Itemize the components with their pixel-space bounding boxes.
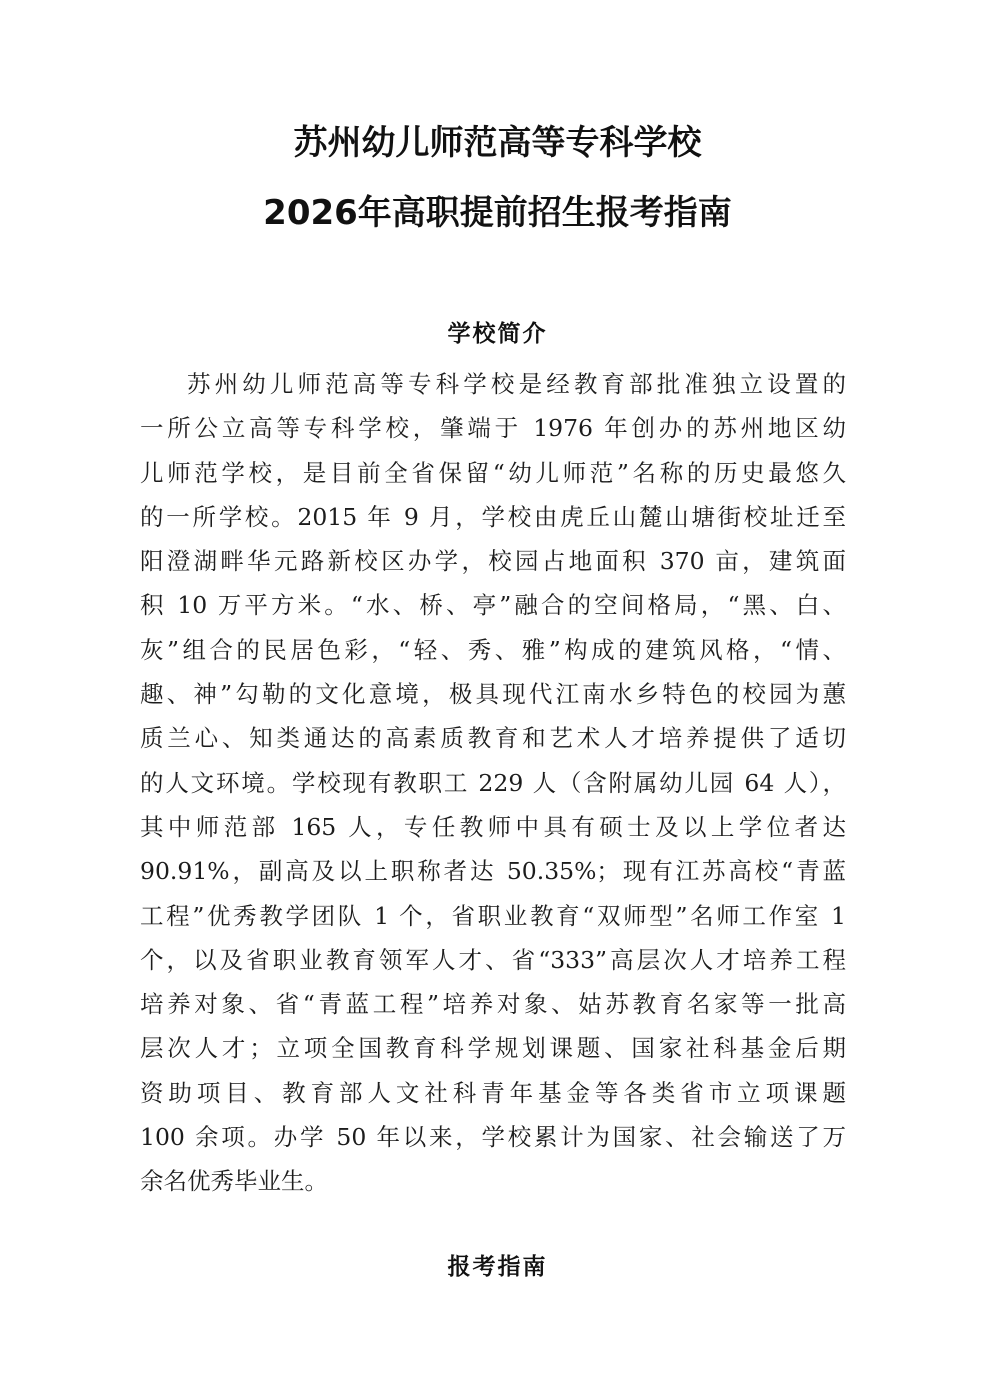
paragraph-line: 其中师范部 165 人，专任教师中具有硕士及以上学位者达 [140,812,846,841]
paragraph-line: 一所公立高等专科学校，肇端于 1976 年创办的苏州地区幼 [140,414,846,443]
section-heading-application-guide: 报考指南 [447,1254,548,1281]
paragraph-line: 灰”组合的民居色彩，“轻、秀、雅”构成的建筑风格，“情、 [140,635,846,664]
paragraph-line: 100 余项。办学 50 年以来，学校累计为国家、社会输送了万 [140,1123,846,1152]
document-title [0,108,995,248]
paragraph-line: 培养对象、省“青蓝工程”培养对象、姑苏教育名家等一批高 [140,990,846,1019]
paragraph-line: 积 10 万平方米。“水、桥、亭”融合的空间格局，“黑、白、 [140,591,846,620]
title-school-name: 苏州幼儿师范高等专科学校 [293,123,702,163]
section-heading-school-intro: 学校简介 [447,321,548,348]
title-guide-name: 2026年高职提前招生报考指南 [263,193,732,233]
school-intro-paragraph [140,362,846,1204]
paragraph-line: 余名优秀毕业生。 [140,1167,328,1196]
paragraph-line: 的一所学校。2015 年 9 月，学校由虎丘山麓山塘街校址迁至 [140,502,846,531]
paragraph-line: 的人文环境。学校现有教职工 229 人（含附属幼儿园 64 人）， [140,768,846,797]
paragraph-line: 质兰心、知类通达的高素质教育和艺术人才培养提供了适切 [140,724,846,753]
paragraph-line: 层次人才；立项全国教育科学规划课题、国家社科基金后期 [140,1034,846,1063]
paragraph-line: 阳澄湖畔华元路新校区办学，校园占地面积 370 亩，建筑面 [140,547,846,576]
paragraph-line: 苏州幼儿师范高等专科学校是经教育部批准独立设置的 [187,370,846,398]
paragraph-line: 趣、神”勾勒的文化意境，极具现代江南水乡特色的校园为蕙 [140,680,846,709]
paragraph-line: 90.91%，副高及以上职称者达 50.35%；现有江苏高校“青蓝 [140,857,846,886]
paragraph-line: 资助项目、教育部人文社科青年基金等各类省市立项课题 [140,1078,846,1107]
paragraph-line: 个，以及省职业教育领军人才、省“333”高层次人才培养工程 [140,945,846,974]
paragraph-line: 工程”优秀教学团队 1 个，省职业教育“双师型”名师工作室 1 [140,901,846,930]
paragraph-line: 儿师范学校，是目前全省保留“幼儿师范”名称的历史最悠久 [140,458,846,487]
